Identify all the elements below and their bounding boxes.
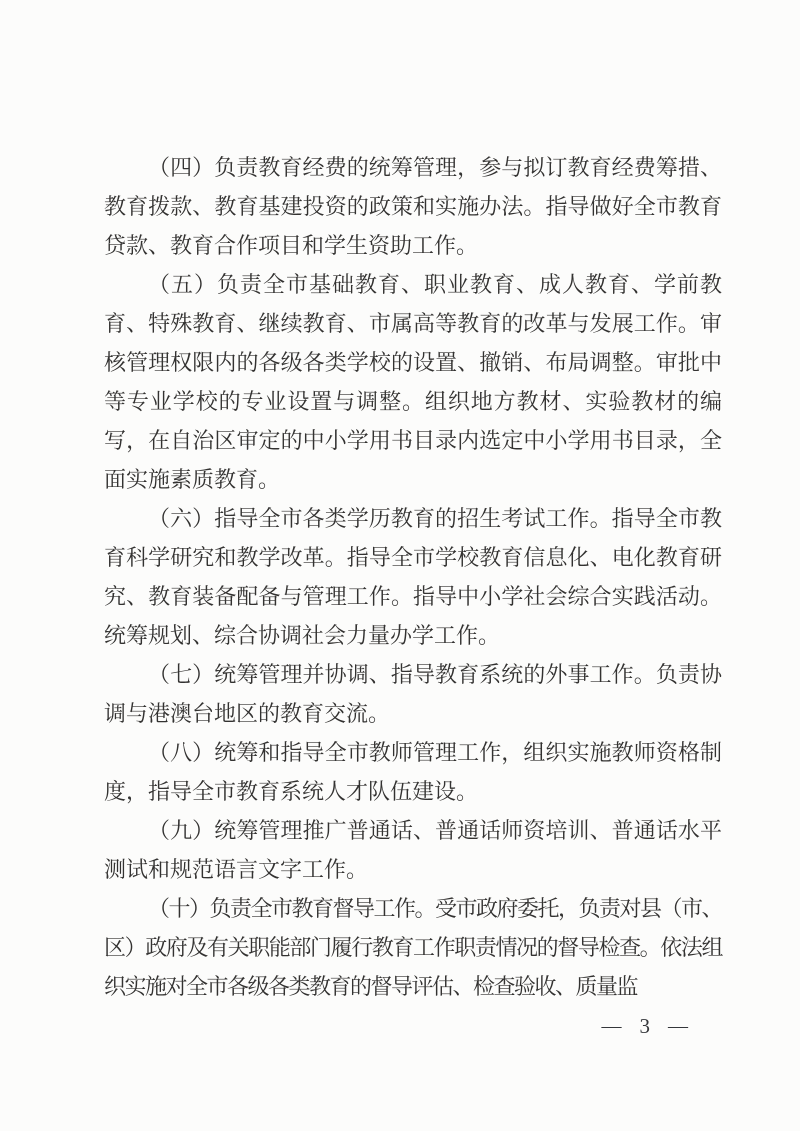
page-number-right-dash: — — [668, 1015, 688, 1037]
paragraph-item-10: （十）负责全市教育督导工作。受市政府委托，负责对县（市、区）政府及有关职能部门履行教育工作职责情况的督导检查。依法组织实施对全市各级各类教育的督导评估、检查验收、质量监 — [104, 896, 723, 999]
page-number — [602, 1013, 689, 1039]
document-body — [104, 148, 722, 1006]
paragraph-item-8: （八）统筹和指导全市教师管理工作，组织实施教师资格制度，指导全市教育系统人才队伍建设。 — [104, 740, 722, 804]
paragraph-item-5: （五）负责全市基础教育、职业教育、成人教育、学前教育、特殊教育、继续教育、市属高等教育的改革与发展工作。审核管理权限内的各级各类学校的设置、撤销、布局调整。审批中等专业学校的专业设置与调整。组织地方教材、实验教材的编写，在自治区审定的中小学用书目录内选定中小学用书目录，全面实施素质教育。 — [104, 272, 722, 492]
paragraph-item-6: （六）指导全市各类学历教育的招生考试工作。指导全市教育科学研究和教学改革。指导全市学校教育信息化、电化教育研究、教育装备配备与管理工作。指导中小学社会综合实践活动。统筹规划、综合协调社会力量办学工作。 — [104, 506, 722, 648]
paragraph-item-7: （七）统筹管理并协调、指导教育系统的外事工作。负责协调与港澳台地区的教育交流。 — [104, 662, 722, 726]
page-number-value: 3 — [639, 1014, 650, 1038]
paragraph-item-9: （九）统筹管理推广普通话、普通话师资培训、普通话水平测试和规范语言文字工作。 — [104, 818, 722, 882]
page-number-left-dash: — — [601, 1015, 622, 1037]
paragraph-item-4: （四）负责教育经费的统筹管理，参与拟订教育经费筹措、教育拨款、教育基建投资的政策和实施办法。指导做好全市教育贷款、教育合作项目和学生资助工作。 — [104, 155, 722, 258]
